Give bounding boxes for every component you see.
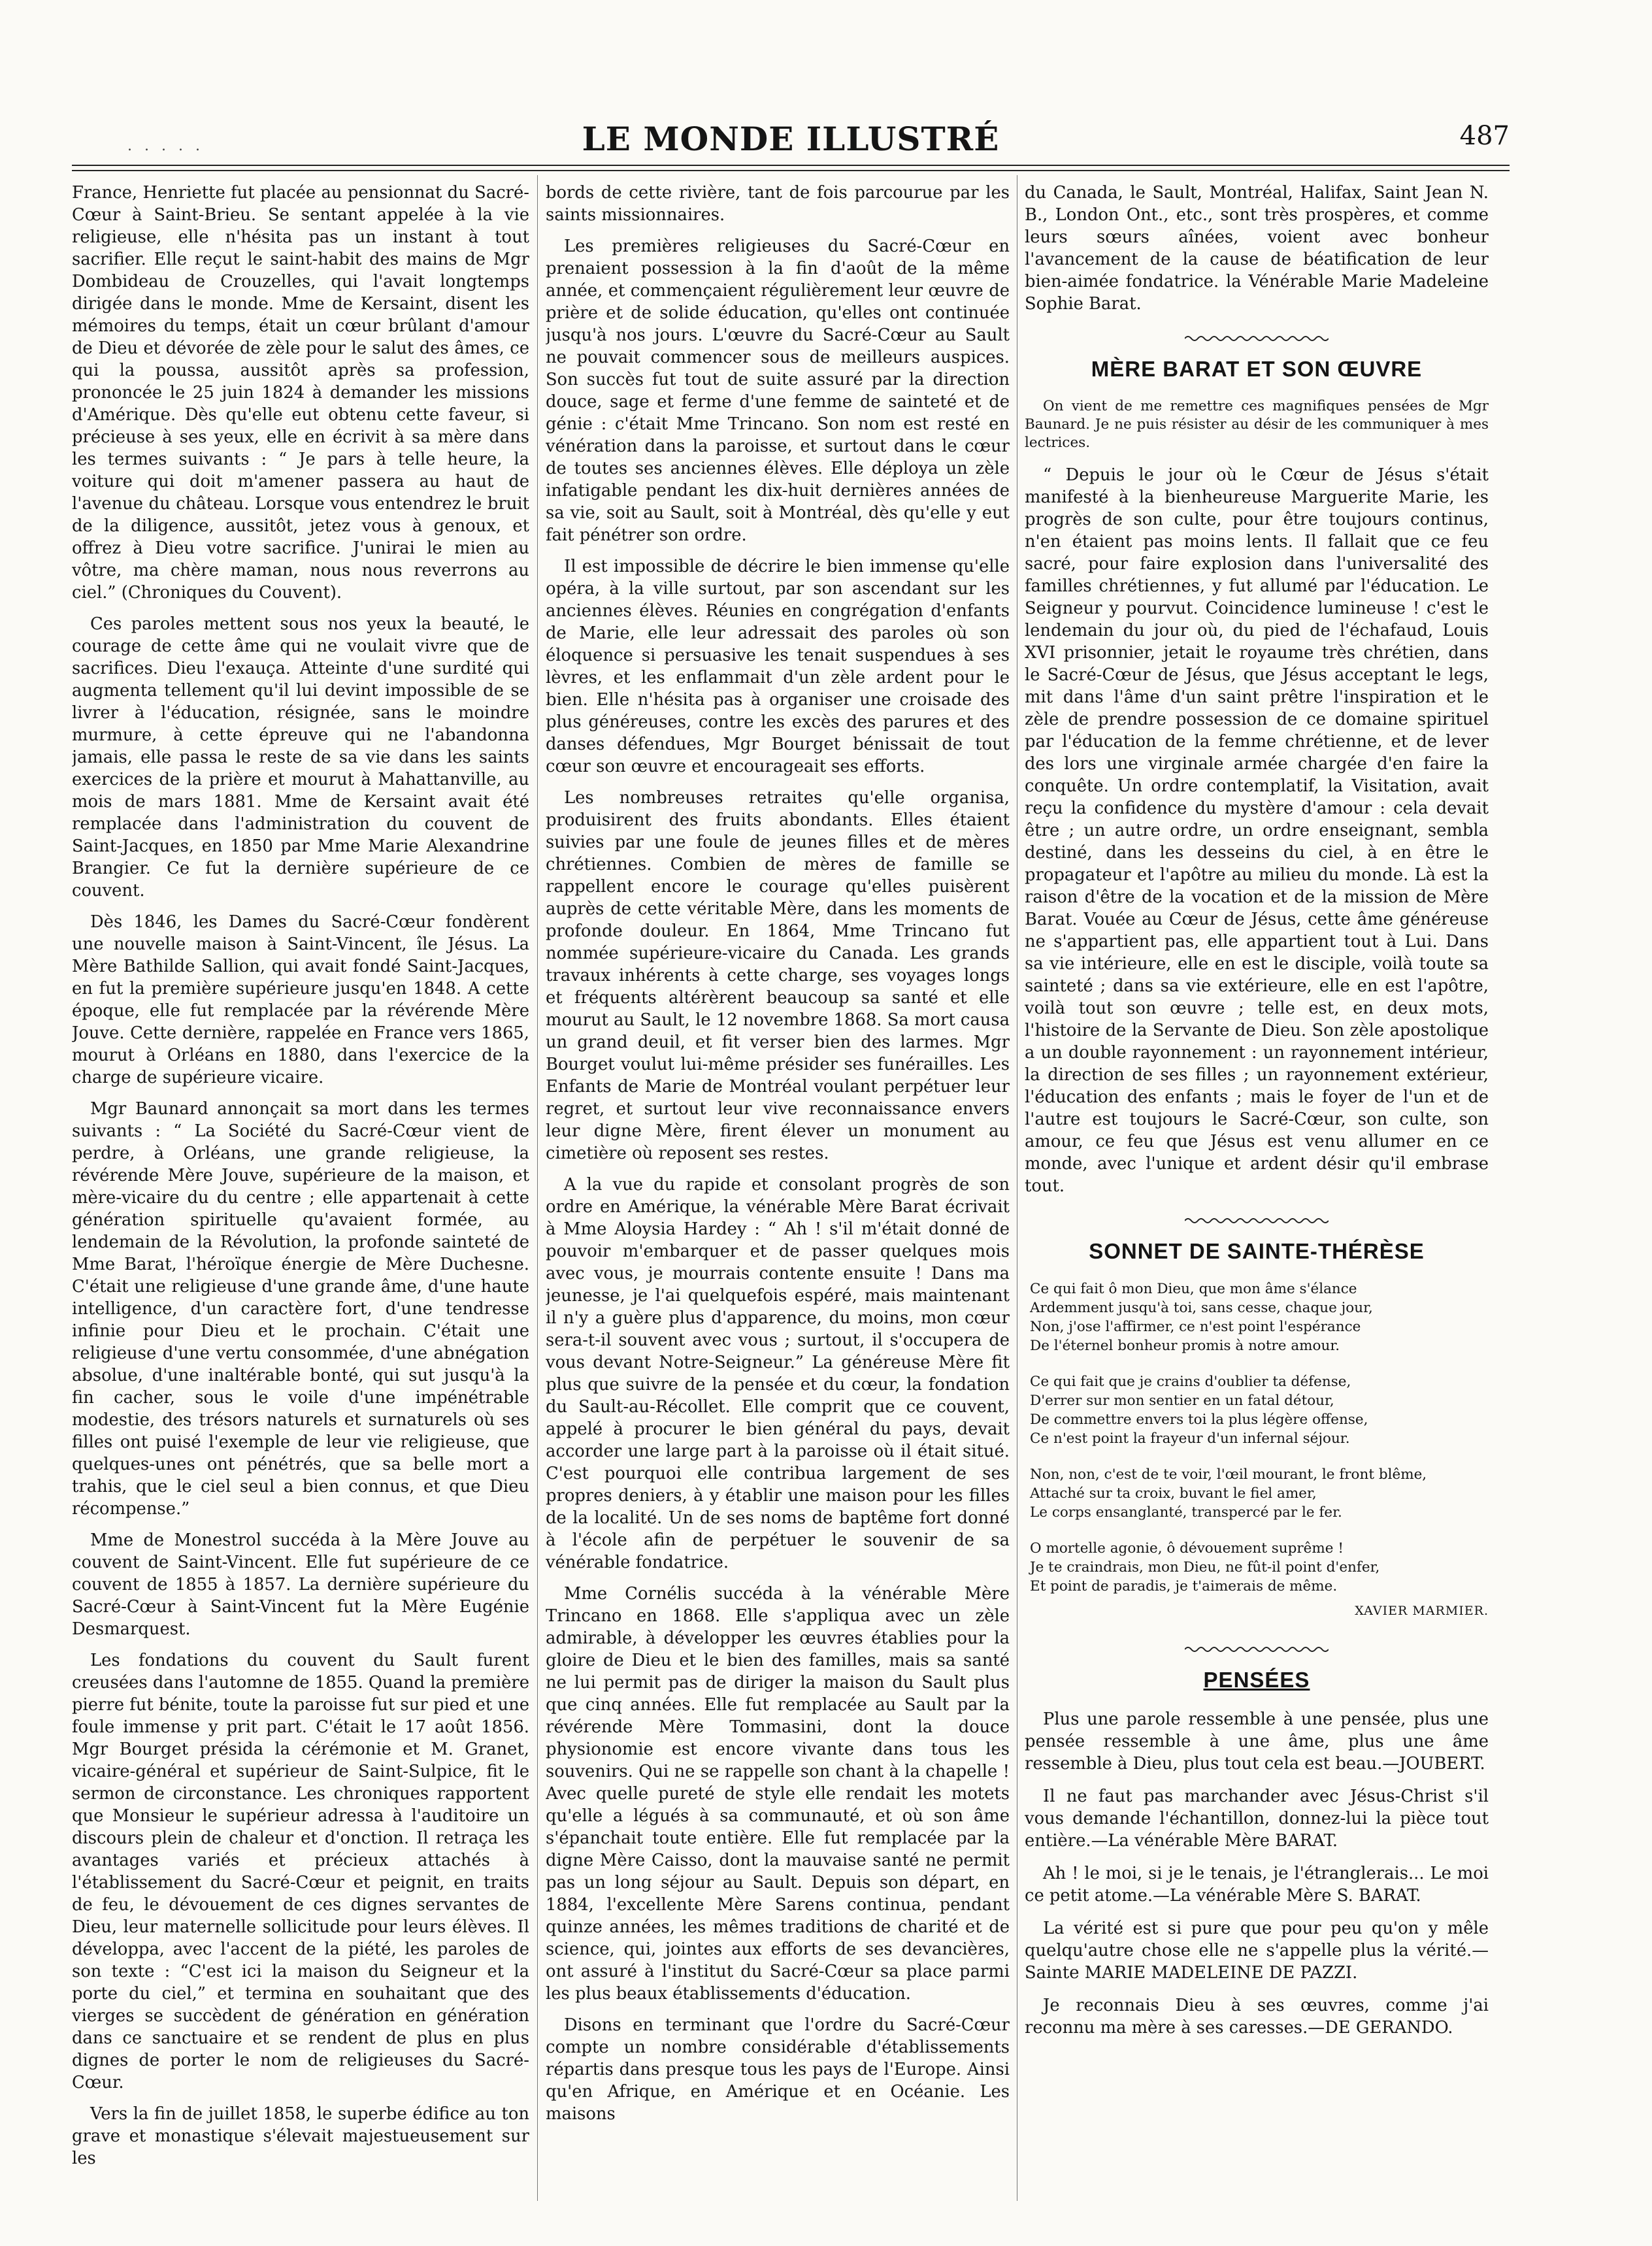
- paragraph: Ces paroles mettent sous nos yeux la beauté, le courage de cette âme qui ne voulait vivre que de sacrifices. Dieu l'exauça. Atteinte d'une surdité qui augmenta tellement qu'il lui devint impossible de se livrer à l'éducation, résignée, sans le moindre murmure, à cette épreuve qui ne l'abandonna jamais, elle passa le reste de sa vie dans les saints exercices de la prière et mourut à Mahattanville, au mois de mars 1881. Mme de Kersaint avait été remplacée dans l'administration du couvent de Saint-Jacques, en 1850 par Mme Marie Alexandrine Brangier. Ce fut la dernière supérieure de ce couvent.: [72, 614, 529, 900]
- stanza: [1030, 1280, 1489, 1355]
- wavy-rule-icon: [1185, 1216, 1329, 1225]
- poem-line: Ce qui fait ô mon Dieu, que mon âme s'élance: [1030, 1281, 1357, 1297]
- poem-line: Non, j'ose l'affirmer, ce n'est point l'espérance: [1030, 1319, 1361, 1335]
- page-number: 487: [1459, 121, 1510, 151]
- poem-line: D'errer sur mon sentier en un fatal détour,: [1030, 1393, 1334, 1409]
- sonnet-author: XAVIER MARMIER.: [1355, 1604, 1489, 1618]
- poem-line: Ardemment jusqu'à toi, sans cesse, chaque jour,: [1030, 1300, 1373, 1316]
- stanza: [1030, 1539, 1489, 1596]
- wavy-rule-icon: [1185, 334, 1329, 343]
- ornamental-divider: [1025, 1209, 1489, 1231]
- header-rule-bottom: [72, 170, 1510, 171]
- stanza: [1030, 1372, 1489, 1448]
- thought: La vérité est si pure que pour peu qu'on y mêle quelqu'autre chose elle ne s'appelle plus la vérité.—Sainte MARIE MADELEINE DE PAZZI.: [1025, 1919, 1489, 1983]
- section-title-sonnet: SONNET DE SAINTE-THÉRÈSE: [1089, 1239, 1425, 1263]
- poem-line: Non, non, c'est de te voir, l'œil mourant, le front blême,: [1030, 1466, 1427, 1483]
- poem-line: Ce n'est point la frayeur d'un infernal séjour.: [1030, 1430, 1350, 1447]
- paragraph: Les fondations du couvent du Sault furent creusées dans l'automne de 1855. Quand la première pierre fut bénite, toute la paroisse fut sur pied et une foule immense y prit part. C'était le 17 août 1856. Mgr Bourget présida la cérémonie et M. Granet, vicaire-général et supérieur de Saint-Sulpice, fit le sermon de circonstance. Les chroniques rapportent que Monsieur le supérieur adressa à l'auditoire un discours plein de chaleur et d'onction. Il retraça les avantages variés et précieux attachés à l'établissement du Sacré-Cœur et peignit, en traits de feu, le dévouement de ces dignes servantes de Dieu, leur maternelle sollicitude pour leurs élèves. Il développa, avec l'accent de la piété, les paroles de son texte : “C'est ici la maison du Seigneur et la porte du ciel,” et termina en souhaitant que des vierges se succèdent de génération en génération dans ce sanctuaire et se rendent de plus en plus dignes de porter le nom de religieuses du Sacré-Cœur.: [72, 1651, 529, 2092]
- sonnet: [1030, 1280, 1489, 1596]
- thought: Il ne faut pas marchander avec Jésus-Christ s'il vous demande l'échantillon, donnez-lui la pièce tout entière.—La vénérable Mère BARAT.: [1025, 1787, 1489, 1851]
- paragraph: bords de cette rivière, tant de fois parcourue par les saints missionnaires.: [546, 183, 1010, 225]
- column-divider: [537, 175, 538, 2201]
- paragraph: Les premières religieuses du Sacré-Cœur en prenaient possession à la fin d'août de la même année, et commençaient régulièrement leur œuvre de prière et de solide éducation, qu'elles ont continuée jusqu'à nos jours. L'œuvre du Sacré-Cœur au Sault ne pouvait commencer sous de meilleurs auspices. Son succès fut tout de suite assuré par la direction douce, sage et ferme d'une femme de sainteté et de génie : c'était Mme Trincano. Son nom est resté en vénération dans la paroisse, et surtout dans le cœur de toutes ses anciennes élèves. Elle déploya un zèle infatigable pendant les dix-huit dernières années de sa vie, soit au Sault, soit à Montréal, dès qu'elle y eut fait pénétrer son ordre.: [546, 237, 1010, 545]
- ornamental-divider: [1025, 327, 1489, 349]
- ornamental-divider: [1025, 1638, 1489, 1660]
- poem-line: De l'éternel bonheur promis à notre amour.: [1030, 1338, 1340, 1354]
- paragraph: Il est impossible de décrire le bien immense qu'elle opéra, à la ville surtout, par son ascendant sur les anciennes élèves. Réunies en congrégation d'enfants de Marie, elle leur adressait des paroles où son éloquence si persuasive les tenait suspendues à ses lèvres, et les enflammait d'un zèle ardent pour le bien. Elle n'hésita pas à organiser une croisade des plus généreuses, contre les excès des parures et des danses défendues, Mgr Bourget bénissait de tout cœur son œuvre et encourageait ses efforts.: [546, 557, 1010, 776]
- poem-line: De commettre envers toi la plus légère offense,: [1030, 1412, 1368, 1428]
- column-left: [72, 182, 529, 2194]
- paragraph: Disons en terminant que l'ordre du Sacré-Cœur compte un nombre considérable d'établissements répartis dans presque tous les pays de l'Europe. Ainsi qu'en Afrique, en Amérique et en Océanie. Les maisons: [546, 2015, 1010, 2124]
- page-header: [72, 114, 1510, 160]
- paragraph: Mme de Monestrol succéda à la Mère Jouve au couvent de Saint-Vincent. Elle fut supérieure de ce couvent de 1855 à 1857. La dernière supérieure du Sacré-Cœur à Saint-Vincent fut la Mère Eugénie Desmarquest.: [72, 1530, 529, 1639]
- paragraph: A la vue du rapide et consolant progrès de son ordre en Amérique, la vénérable Mère Barat écrivait à Mme Aloysia Hardey : “ Ah ! s'il m'était donné de pouvoir m'embarquer et de passer quelques mois avec vous, je mourrais contente ensuite ! Dans ma jeunesse, je l'ai quelquefois espéré, mais maintenant il n'y a guère plus d'apparence, du moins, mon cœur sera-t-il souvent avec vous ; surtout, il s'occupera de vous devant Notre-Seigneur.” La généreuse Mère fit plus que suivre de la pensée et du cœur, la fondation du Sault-au-Récollet. Elle comprit que ce couvent, appelé à procurer le bien général du pays, devait accorder une large part à la paroisse où il était situé. C'est pourquoi elle contribua largement de ses propres deniers, à y établir une maison pour les filles de la localité. Un de ses noms de baptême fort donné à l'école afin de perpétuer le souvenir de sa vénérable fondatrice.: [546, 1175, 1010, 1572]
- thought: Ah ! le moi, si je le tenais, je l'étranglerais... Le moi ce petit atome.—La vénérable Mère S. BARAT.: [1025, 1864, 1489, 1906]
- poem-line: Et point de paradis, je t'aimerais de même.: [1030, 1578, 1338, 1594]
- poem-line: Ce qui fait que je crains d'oublier ta défense,: [1030, 1374, 1351, 1390]
- column-middle: [546, 182, 1010, 2194]
- paragraph: “ Depuis le jour où le Cœur de Jésus s'était manifesté à la bienheureuse Marguerite Marie, les progrès de son culte, pour être toujours continus, n'en étaient pas moins lents. Il fallait que ce feu sacré, pour faire explosion dans l'universalité des familles chrétiennes, y fut allumé par l'éducation. Le Seigneur y pourvut. Coincidence lumineuse ! c'est le lendemain du jour où, du pied de l'échafaud, Louis XVI prisonnier, jetait le royaume très chrétien, dans le Sacré-Cœur de Jésus, que Jésus acceptant le legs, mit dans l'âme d'un saint prêtre l'inspiration et le zèle de prendre possession de ce domaine spirituel par l'éducation de la femme chrétienne, et de lever des lors une virginale armée chargée d'en faire la conquête. Un ordre contemplatif, la Visitation, avait reçu la confidence du mystère d'amour : cela devait être ; un autre ordre, un ordre enseignant, sembla destiné, dans les desseins du ciel, à en être le propagateur et l'apôtre au milieu du monde. Là est la raison d'être de la vocation et de la mission de Mère Barat. Vouée au Cœur de Jésus, cette âme généreuse ne s'appartient pas, elle appartient tout à Lui. Dans sa vie intérieure, elle en est le disciple, voilà toute sa sainteté ; dans sa vie extérieure, elle en est l'apôtre, voilà tout son œuvre ; telle est, en deux mots, l'histoire de la Servante de Dieu. Son zèle apostolique a un double rayonnement : un rayonnement intérieur, la direction de ses filles ; un rayonnement extérieur, l'éducation des enfants ; mais le foyer de l'un et de l'autre est toujours le Sacré-Cœur, son culte, son amour, ce feu que Jésus est venu allumer en ce monde, avec l'unique et ardent désir qu'il embrase tout.: [1025, 465, 1489, 1196]
- paragraph: Les nombreuses retraites qu'elle organisa, produisirent des fruits abondants. Elles étaient suivies par une foule de jeunes filles et de mères chrétiennes. Combien de mères de famille se rappellent encore le courage qu'elles puisèrent auprès de cette véritable Mère, dans les moments de profonde douleur. En 1864, Mme Trincano fut nommée supérieure-vicaire du Canada. Les grands travaux inhérents à cette charge, ses voyages longs et fréquents altérèrent beaucoup sa santé et elle mourut au Sault, le 12 novembre 1868. Sa mort causa un grand deuil, et fit verser bien des larmes. Mgr Bourget voulut lui-même présider ses funérailles. Les Enfants de Marie de Montréal voulant perpétuer leur regret, et surtout leur vive reconnaissance envers leur digne Mère, firent élever un monument au cimetière où reposent ses restes.: [546, 788, 1010, 1163]
- thought: Plus une parole ressemble à une pensée, plus une pensée ressemble à une âme, plus une âme ressemble à Dieu, plus tout cela est beau.—JOUBERT.: [1025, 1709, 1489, 1774]
- section-intro: On vient de me remettre ces magnifiques pensées de Mgr Baunard. Je ne puis résister au désir de les communiquer à mes lectrices.: [1025, 398, 1489, 451]
- paragraph: Dès 1846, les Dames du Sacré-Cœur fondèrent une nouvelle maison à Saint-Vincent, île Jésus. La Mère Bathilde Sallion, qui avait fondé Saint-Jacques, en fut la première supérieure jusqu'en 1848. A cette époque, elle fut remplacée par la révérende Mère Jouve. Cette dernière, rappelée en France vers 1865, mourut à Orléans en 1880, dans l'exercice de la charge de supérieure vicaire.: [72, 912, 529, 1087]
- paragraph: Vers la fin de juillet 1858, le superbe édifice au ton grave et monastique s'élevait majestueusement sur les: [72, 2104, 529, 2168]
- stanza: [1030, 1465, 1489, 1522]
- paragraph: Mme Cornélis succéda à la vénérable Mère Trincano en 1868. Elle s'appliqua avec un zèle admirable, à développer les œuvres établies pour la gloire de Dieu et le bien des familles, mais sa santé ne lui permit pas de diriger la maison du Sault plus que cinq années. Elle fut remplacée au Sault par la révérende Mère Tommasini, dont la douce physionomie est encore vivante dans tous les souvenirs. Qui ne se rappelle son chant à la chapelle ! Avec quelle pureté de style elle rendait les motets qu'elle a légués à sa communauté, et où son âme s'épanchait toute entière. Elle fut remplacée par la digne Mère Caisso, dont la mauvaise santé ne permit pas un long séjour au Sault. Depuis son départ, en 1884, l'excellente Mère Sarens continua, pendant quinze années, les mêmes traditions de charité et de science, qui, jointes aux efforts de ses devancières, ont assuré à l'institut du Sacré-Cœur sa place parmi les plus beaux établissements d'éducation.: [546, 1584, 1010, 2004]
- thought: Je reconnais Dieu à ses œuvres, comme j'ai reconnu ma mère à ses caresses.—DE GERANDO.: [1025, 1996, 1489, 2038]
- poem-line: Je te craindrais, mon Dieu, ne fût-il point d'enfer,: [1030, 1559, 1380, 1576]
- paragraph: du Canada, le Sault, Montréal, Halifax, Saint Jean N. B., London Ont., etc., sont très prospères, et comme leurs sœurs aînées, voient avec bonheur l'avancement de la cause de béatification de leur bien-aimée fondatrice. la Vénérable Marie Madeleine Sophie Barat.: [1025, 183, 1489, 314]
- poem-line: Le corps ensanglanté, transpercé par le fer.: [1030, 1504, 1342, 1521]
- wavy-rule-icon: [1185, 1645, 1329, 1654]
- paragraph: Mgr Baunard annonçait sa mort dans les termes suivants : “ La Société du Sacré-Cœur vient de perdre, à Orléans, une grande religieuse, la révérende Mère Jouve, supérieure de la maison, et mère-vicaire du du centre ; elle appartenait à cette génération spirituelle qu'avaient formée, au lendemain de la Révolution, la profonde sainteté de Mme Barat, l'héroïque énergie de Mère Duchesne. C'était une religieuse d'une grande âme, d'une haute intelligence, d'un caractère fort, d'une tendresse infinie pour Dieu et le prochain. C'était une religieuse d'une vertu consommée, d'une abnégation absolue, d'une inaltérable bonté, qui sut jusqu'à la fin cacher, sous le voile d'une impénétrable modestie, des trésors naturels et surnaturels où ses filles ont puisé l'exemple de leur vie religieuse, que quelques-unes ont pénétrés, que sa belle mort a trahis, que le ciel seul a bien connus, et que Dieu récompense.”: [72, 1099, 529, 1519]
- paragraph: France, Henriette fut placée au pensionnat du Sacré-Cœur à Saint-Brieu. Se sentant appelée à la vie religieuse, elle n'hésita pas un instant à tout sacrifier. Elle reçut le saint-habit des mains de Mgr Dombideau de Crouzelles, qui l'avait longtemps dirigée dans le monde. Mme de Kersaint, disent les mémoires du temps, était un cœur brûlant d'amour de Dieu et dévorée de zèle pour le salut des âmes, ce qui la poussa, aussitôt après sa profession, prononcée le 25 juin 1824 à demander les missions d'Amérique. Dès qu'elle eut obtenu cette faveur, si précieuse à ses yeux, elle en écrivit à sa mère dans les termes suivants : “ Je pars à telle heure, la voiture qui doit m'amener passera au haut de l'avenue du château. Lorsque vous entendrez le bruit de la diligence, aussitôt, jetez vous à genoux, et offrez à Dieu votre sacrifice. J'unirai le mien au vôtre, ma chère maman, nous nous reverrons au ciel.” (Chroniques du Couvent).: [72, 183, 529, 603]
- header-dots: . . . . .: [127, 138, 204, 154]
- column-right: [1025, 182, 1489, 2194]
- section-title-mere-barat: MÈRE BARAT ET SON ŒUVRE: [1091, 357, 1423, 381]
- poem-line: Attaché sur ta croix, buvant le fiel amer,: [1030, 1485, 1317, 1502]
- section-title-pensees: PENSÉES: [1203, 1668, 1310, 1692]
- masthead-title: LE MONDE ILLUSTRÉ: [582, 120, 1000, 158]
- poem-line: O mortelle agonie, ô dévouement suprême !: [1030, 1540, 1344, 1557]
- header-rule-top: [72, 165, 1510, 166]
